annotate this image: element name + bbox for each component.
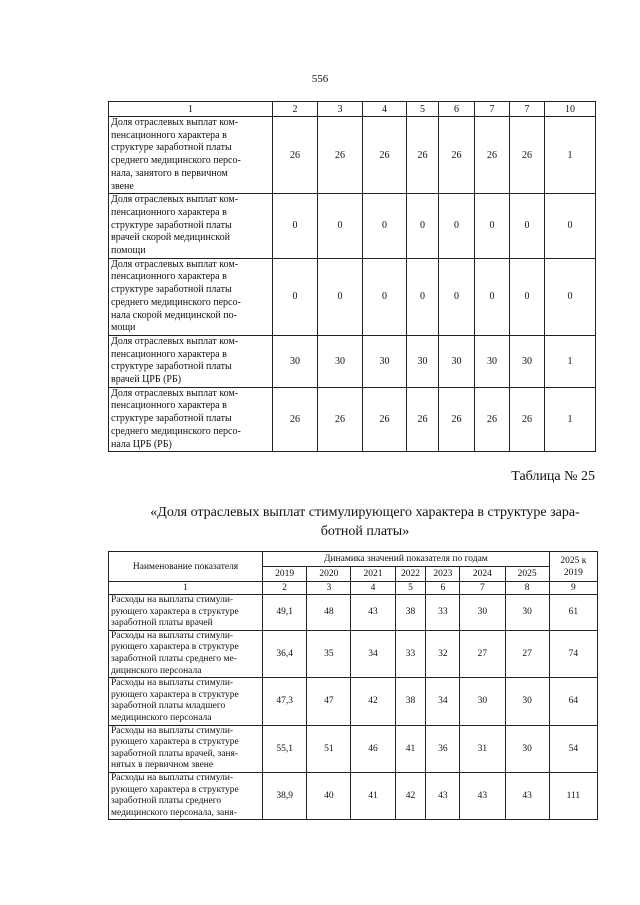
row-label [109, 725, 263, 772]
value-cell: 0 [510, 258, 545, 335]
row-label-line: структуре заработной платы [111, 284, 232, 296]
table-title [140, 503, 590, 541]
value-cell: 0 [407, 258, 439, 335]
value-cell: 43 [505, 772, 549, 819]
value-cell: 0 [475, 194, 510, 259]
row-label-line: пенсационного характера в [111, 206, 227, 218]
row-label-line: медицинского персонала [111, 712, 212, 723]
table-row [109, 630, 598, 677]
value-cell: 26 [407, 387, 439, 452]
row-label-line: звене [111, 180, 134, 192]
value-cell: 26 [407, 117, 439, 194]
value-cell: 26 [318, 387, 363, 452]
value-cell: 26 [363, 387, 407, 452]
column-number-cell: 9 [549, 582, 597, 595]
column-number-cell: 2 [273, 102, 318, 117]
value-cell: 30 [475, 335, 510, 387]
row-label [109, 387, 273, 452]
value-cell: 26 [510, 387, 545, 452]
value-cell: 47 [307, 678, 351, 725]
value-cell: 26 [363, 117, 407, 194]
value-cell: 26 [439, 387, 475, 452]
table-row [109, 335, 596, 387]
row-label-line: пенсационного характера в [111, 129, 227, 141]
value-cell: 36,4 [263, 630, 307, 677]
value-cell: 26 [439, 117, 475, 194]
row-label [109, 335, 273, 387]
value-cell: 0 [545, 258, 596, 335]
column-number-cell: 1 [109, 582, 263, 595]
value-cell: 40 [307, 772, 351, 819]
row-label-line: среднего медицинского персо- [111, 425, 241, 437]
value-cell: 30 [505, 595, 549, 631]
value-cell: 26 [318, 117, 363, 194]
table-caption: Таблица № 25 [511, 469, 595, 484]
value-cell: 30 [505, 725, 549, 772]
row-label-line: Доля отраслевых выплат ком- [111, 258, 239, 270]
value-cell: 35 [307, 630, 351, 677]
value-cell: 30 [363, 335, 407, 387]
value-cell: 0 [273, 258, 318, 335]
name-header: Наименование показателя [109, 552, 263, 582]
row-label-line: врачей скорой медицинской [111, 232, 230, 244]
title-line: «Доля отраслевых выплат стимулирующего характера в структуре зара- [150, 505, 580, 520]
table-row [109, 117, 596, 194]
value-cell: 0 [318, 258, 363, 335]
row-label-line: структуре заработной платы [111, 413, 232, 425]
value-cell: 55,1 [263, 725, 307, 772]
row-label-line: пенсационного характера в [111, 348, 227, 360]
value-cell: 61 [549, 595, 597, 631]
row-label-line: рующего характера в структуре [111, 606, 239, 617]
table-row [109, 258, 596, 335]
row-label-line: рующего характера в структуре [111, 784, 239, 795]
value-cell: 30 [460, 678, 505, 725]
column-number-cell: 4 [363, 102, 407, 117]
row-label-line: нала ЦРБ (РБ) [111, 438, 172, 450]
row-label [109, 595, 263, 631]
value-cell: 34 [351, 630, 395, 677]
value-cell: 30 [318, 335, 363, 387]
value-cell: 0 [318, 194, 363, 259]
row-label-line: Расходы на выплаты стимули- [111, 678, 234, 689]
value-cell: 26 [475, 117, 510, 194]
compensation-table [108, 101, 596, 452]
value-cell: 74 [549, 630, 597, 677]
row-label-line: среднего медицинского персо- [111, 296, 241, 308]
row-label-line: врачей ЦРБ (РБ) [111, 374, 182, 386]
value-cell: 47,3 [263, 678, 307, 725]
row-label [109, 258, 273, 335]
row-label-line: мощи [111, 322, 136, 334]
value-cell: 30 [510, 335, 545, 387]
value-cell: 0 [439, 258, 475, 335]
value-cell: 30 [273, 335, 318, 387]
row-label-line: Доля отраслевых выплат ком- [111, 117, 239, 128]
table-row [109, 725, 598, 772]
row-label [109, 772, 263, 819]
row-label-line: нятых в первичном звене [111, 760, 214, 771]
table-row [109, 678, 598, 725]
row-label-line: структуре заработной платы [111, 361, 232, 373]
row-label-line: помощи [111, 245, 146, 257]
row-label-line: пенсационного характера в [111, 400, 227, 412]
column-number-cell: 1 [109, 102, 273, 117]
row-label-line: Доля отраслевых выплат ком- [111, 194, 239, 206]
dynamics-header: Динамика значений показателя по годам [263, 552, 550, 567]
value-cell: 0 [407, 194, 439, 259]
row-label-line: медицинского персонала, заня- [111, 807, 237, 818]
value-cell: 27 [460, 630, 505, 677]
value-cell: 32 [426, 630, 460, 677]
value-cell: 31 [460, 725, 505, 772]
table-row [109, 194, 596, 259]
value-cell: 64 [549, 678, 597, 725]
row-label-line: рующего характера в структуре [111, 642, 239, 653]
row-label-line: структуре заработной платы [111, 219, 232, 231]
year-header: 2020 [307, 567, 351, 582]
table-row [109, 387, 596, 452]
value-cell: 30 [439, 335, 475, 387]
value-cell: 46 [351, 725, 395, 772]
column-number-cell: 5 [407, 102, 439, 117]
column-number-cell: 7 [460, 582, 505, 595]
row-label-line: нала, занятого в первичном [111, 167, 228, 179]
value-cell: 38 [395, 678, 426, 725]
value-cell: 26 [273, 117, 318, 194]
ratio-header: 2025 к 2019 [549, 552, 597, 582]
row-label-line: пенсационного характера в [111, 271, 227, 283]
row-label [109, 117, 273, 194]
value-cell: 1 [545, 387, 596, 452]
year-header: 2022 [395, 567, 426, 582]
column-number-cell: 4 [351, 582, 395, 595]
value-cell: 0 [439, 194, 475, 259]
value-cell: 43 [460, 772, 505, 819]
value-cell: 30 [407, 335, 439, 387]
row-label-line: Доля отраслевых выплат ком- [111, 335, 239, 347]
row-label [109, 678, 263, 725]
value-cell: 26 [273, 387, 318, 452]
value-cell: 42 [395, 772, 426, 819]
column-number-cell: 7 [510, 102, 545, 117]
value-cell: 0 [363, 258, 407, 335]
value-cell: 41 [351, 772, 395, 819]
year-header: 2021 [351, 567, 395, 582]
row-label-line: Расходы на выплаты стимули- [111, 595, 234, 605]
value-cell: 43 [351, 595, 395, 631]
year-header: 2023 [426, 567, 460, 582]
table-header-row [109, 102, 596, 117]
row-label-line: Расходы на выплаты стимули- [111, 725, 234, 736]
value-cell: 0 [475, 258, 510, 335]
value-cell: 26 [475, 387, 510, 452]
table-row [109, 595, 598, 631]
row-label-line: заработной платы среднего [111, 796, 222, 807]
value-cell: 1 [545, 117, 596, 194]
value-cell: 1 [545, 335, 596, 387]
year-header: 2025 [505, 567, 549, 582]
column-number-cell: 7 [475, 102, 510, 117]
value-cell: 49,1 [263, 595, 307, 631]
value-cell: 26 [510, 117, 545, 194]
column-number-cell: 8 [505, 582, 549, 595]
value-cell: 41 [395, 725, 426, 772]
row-label-line: заработной платы врачей [111, 618, 213, 629]
column-number-cell: 2 [263, 582, 307, 595]
value-cell: 34 [426, 678, 460, 725]
value-cell: 30 [460, 595, 505, 631]
row-label-line: заработной платы врачей, заня- [111, 748, 239, 759]
value-cell: 0 [545, 194, 596, 259]
row-label-line: рующего характера в структуре [111, 737, 239, 748]
incentive-table [108, 551, 598, 820]
value-cell: 27 [505, 630, 549, 677]
row-label-line: заработной платы среднего ме- [111, 653, 237, 664]
value-cell: 54 [549, 725, 597, 772]
row-label-line: дицинского персонала [111, 665, 202, 676]
row-label-line: Расходы на выплаты стимули- [111, 772, 234, 783]
value-cell: 111 [549, 772, 597, 819]
value-cell: 38,9 [263, 772, 307, 819]
page-number: 556 [311, 73, 329, 85]
column-number-cell: 5 [395, 582, 426, 595]
table-row [109, 772, 598, 819]
row-label-line: нала скорой медицинской по- [111, 309, 237, 321]
value-cell: 43 [426, 772, 460, 819]
row-label-line: Доля отраслевых выплат ком- [111, 387, 239, 399]
value-cell: 36 [426, 725, 460, 772]
value-cell: 0 [363, 194, 407, 259]
row-label-line: среднего медицинского персо- [111, 155, 241, 167]
value-cell: 33 [426, 595, 460, 631]
year-header: 2024 [460, 567, 505, 582]
row-label-line: структуре заработной платы [111, 142, 232, 154]
value-cell: 30 [505, 678, 549, 725]
row-label [109, 630, 263, 677]
column-number-cell: 10 [545, 102, 596, 117]
value-cell: 48 [307, 595, 351, 631]
column-number-cell: 6 [439, 102, 475, 117]
row-label-line: рующего характера в структуре [111, 689, 239, 700]
column-number-cell: 6 [426, 582, 460, 595]
row-label-line: Расходы на выплаты стимули- [111, 630, 234, 641]
title-line: ботной платы» [320, 524, 410, 539]
value-cell: 0 [273, 194, 318, 259]
year-header: 2019 [263, 567, 307, 582]
column-number-cell: 3 [307, 582, 351, 595]
row-label [109, 194, 273, 259]
column-number-cell: 3 [318, 102, 363, 117]
value-cell: 42 [351, 678, 395, 725]
value-cell: 38 [395, 595, 426, 631]
value-cell: 51 [307, 725, 351, 772]
value-cell: 0 [510, 194, 545, 259]
row-label-line: заработной платы младшего [111, 701, 226, 712]
value-cell: 33 [395, 630, 426, 677]
